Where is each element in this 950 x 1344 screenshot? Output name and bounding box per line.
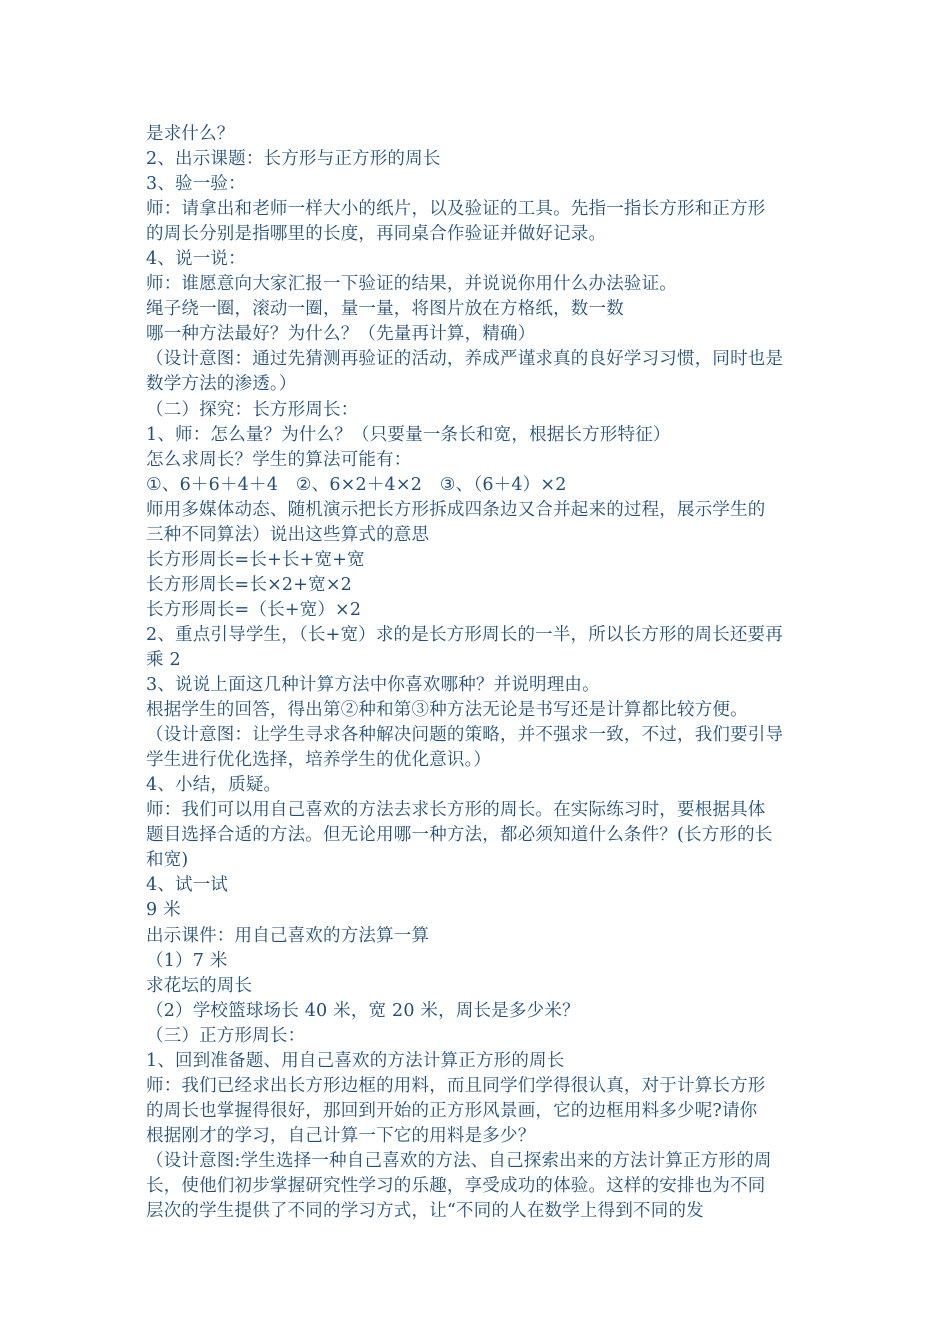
text-line: 师：谁愿意向大家汇报一下验证的结果，并说说你用什么办法验证。 xyxy=(146,274,677,295)
text-line: （设计意图：通过先猜测再验证的活动，养成严谨求真的良好学习习惯，同时也是 xyxy=(146,349,784,370)
text-line: 怎么求周长？学生的算法可能有： xyxy=(146,449,412,470)
text-line: 4、试一试 xyxy=(146,875,229,896)
text-line: 长，使他们初步掌握研究性学习的乐趣，享受成功的体验。这样的安排也为不同 xyxy=(146,1175,766,1196)
text-line: （二）探究：长方形周长： xyxy=(146,399,359,420)
text-line: 长方形周长=长×2+宽×2 xyxy=(146,574,353,595)
text-line: ①、6＋6＋4＋4 ②、6×2＋4×2 ③、（6＋4）×2 xyxy=(146,474,567,495)
text-line: 师：我们已经求出长方形边框的用料，而且同学们学得很认真，对于计算长方形 xyxy=(146,1075,766,1096)
text-line: 乘 2 xyxy=(146,649,181,670)
text-line: 1、师：怎么量？为什么？（只要量一条长和宽，根据长方形特征） xyxy=(146,424,671,445)
text-line: 层次的学生提供了不同的学习方式，让“不同的人在数学上得到不同的发 xyxy=(146,1201,704,1222)
text-line: 4、小结，质疑。 xyxy=(146,775,282,796)
document-page xyxy=(146,122,818,1224)
text-line: 1、回到准备题、用自己喜欢的方法计算正方形的周长 xyxy=(146,1050,565,1071)
text-line: 是求什么？ xyxy=(146,124,235,144)
text-line: （1）7 米 xyxy=(146,950,228,971)
text-line: 4、说一说： xyxy=(146,249,246,270)
text-line: 师：我们可以用自己喜欢的方法去求长方形的周长。在实际练习时，要根据具体 xyxy=(146,800,766,821)
text-line: 绳子绕一圈，滚动一圈，量一量，将图片放在方格纸，数一数 xyxy=(146,299,624,320)
text-line: （2）学校篮球场长 40 米，宽 20 米，周长是多少米？ xyxy=(146,1000,580,1021)
text-line: 哪一种方法最好？为什么？（先量再计算，精确） xyxy=(146,324,536,345)
text-line: 师用多媒体动态、随机演示把长方形拆成四条边又合并起来的过程，展示学生的 xyxy=(146,499,766,520)
text-line: （三）正方形周长： xyxy=(146,1025,306,1046)
text-line: 师：请拿出和老师一样大小的纸片，以及验证的工具。先指一指长方形和正方形 xyxy=(146,199,766,220)
text-line: 根据刚才的学习，自己计算一下它的用料是多少？ xyxy=(146,1125,536,1146)
text-line: （设计意图：让学生寻求各种解决问题的策略，并不强求一致，不过，我们要引导 xyxy=(146,725,784,746)
text-line: 的周长分别是指哪里的长度，再同桌合作验证并做好记录。 xyxy=(146,224,607,245)
text-line: 三种不同算法）说出这些算式的意思 xyxy=(146,524,430,545)
text-line: 出示课件：用自己喜欢的方法算一算 xyxy=(146,925,430,946)
text-line: 根据学生的回答，得出第②种和第③种方法无论是书写还是计算都比较方便。 xyxy=(146,700,748,721)
text-line: 长方形周长=（长+宽）×2 xyxy=(146,599,362,620)
text-line: 2、出示课题：长方形与正方形的周长 xyxy=(146,149,441,170)
text-line: 2、重点引导学生，（长+宽）求的是长方形周长的一半，所以长方形的周长还要再 xyxy=(146,624,783,645)
text-line: 9 米 xyxy=(146,900,181,921)
text-line: 求花坛的周长 xyxy=(146,975,253,996)
text-line: 题目选择合适的方法。但无论用哪一种方法，都必须知道什么条件？(长方形的长 xyxy=(146,825,773,846)
text-line: 3、说说上面这几种计算方法中你喜欢哪种？并说明理由。 xyxy=(146,675,600,696)
text-line: 的周长也掌握得很好，那回到开始的正方形风景画，它的边框用料多少呢?请你 xyxy=(146,1100,758,1121)
text-line: 学生进行优化选择，培养学生的优化意识。） xyxy=(146,750,492,771)
text-line: 3、验一验： xyxy=(146,174,246,195)
text-line: 数学方法的渗透。） xyxy=(146,374,297,395)
text-line: 长方形周长=长+长+宽+宽 xyxy=(146,549,365,570)
text-line: 和宽) xyxy=(146,850,189,871)
text-line: （设计意图:学生选择一种自己喜欢的方法、自己探索出来的方法计算正方形的周 xyxy=(146,1150,772,1171)
